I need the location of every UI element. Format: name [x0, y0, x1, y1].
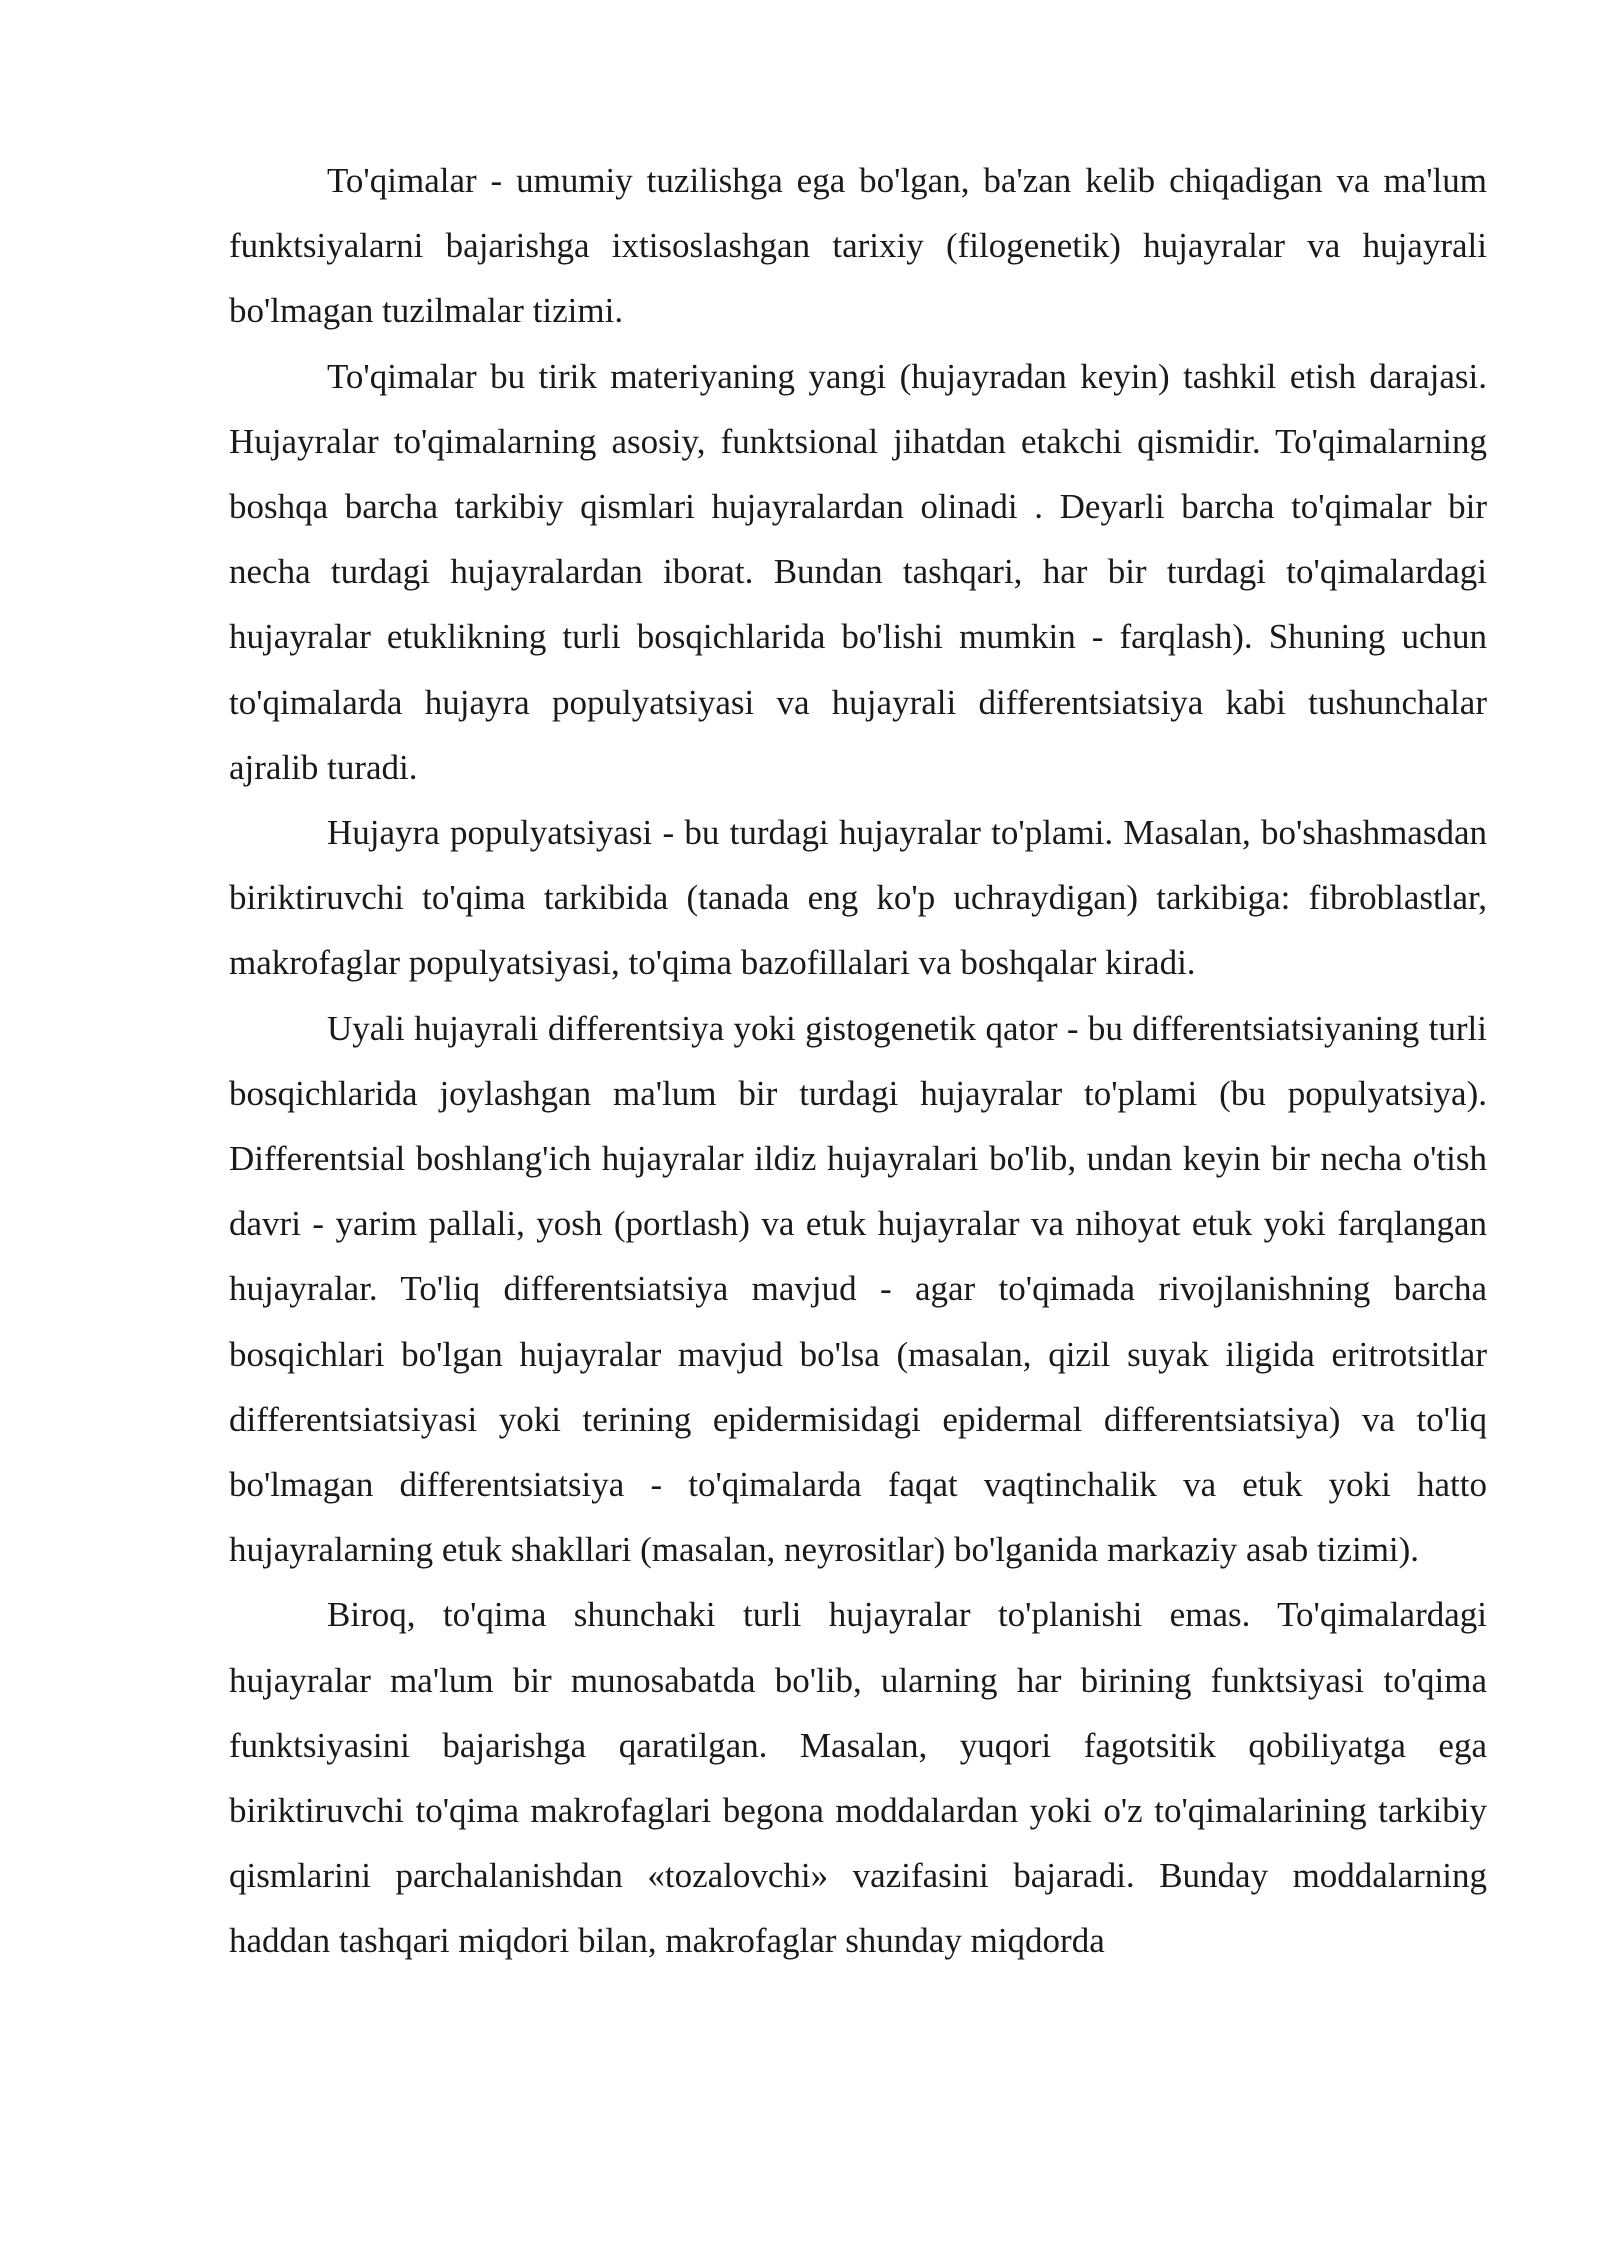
paragraph-cell-population: Hujayra populyatsiyasi - bu turdagi hujayralar to'plami. Masalan, bo'shashmasdan biriktiruvchi to'qima tarkibida (tanada eng ko'p uchraydigan) tarkibiga: fibroblastlar, makrofaglar populyatsiyasi, to'qima bazofillalari va boshqalar kiradi.: [229, 813, 1487, 983]
paragraph-tissue-definition: To'qimalar - umumiy tuzilishga ega bo'lgan, ba'zan kelib chiqadigan va ma'lum funktsiyalarni bajarishga ixtisoslashgan tarixiy (filogenetik) hujayralar va hujayrali bo'lmagan tuzilmalar tizimi.: [229, 161, 1487, 331]
paragraph-histogenetic-series: Uyali hujayrali differentsiya yoki gistogenetik qator - bu differentsiatsiyaning turli bosqichlarida joylashgan ma'lum bir turdagi hujayralar to'plami (bu populyatsiya). Differentsial boshlang'ich hujayralar ildiz hujayralari bo'lib, undan keyin bir necha o'tish davri - yarim pallali, yosh (portlash) va etuk hujayralar va nihoyat etuk yoki farqlangan hujayralar. To'liq differentsiatsiya mavjud - agar to'qimada rivojlanishning barcha bosqichlari bo'lgan hujayralar mavjud bo'lsa (masalan, qizil suyak iligida eritrotsitlar differentsiatsiyasi yoki terining epidermisidagi epidermal differentsiatsiya) va to'liq bo'lmagan differentsiatsiya - to'qimalarda faqat vaqtinchalik va etuk yoki hatto hujayralarning etuk shakllari (masalan, neyrositlar) bo'lganida markaziy asab tizimi).: [229, 1008, 1487, 1570]
document-page: [229, 148, 1487, 1974]
paragraph-cell-interaction: Biroq, to'qima shunchaki turli hujayralar to'planishi emas. To'qimalardagi hujayralar ma'lum bir munosabatda bo'lib, ularning har birining funktsiyasi to'qima funktsiyasini bajarishga qaratilgan. Masalan, yuqori fagotsitik qobiliyatga ega biriktiruvchi to'qima makrofaglari begona moddalardan yoki o'z to'qimalarining tarkibiy qismlarini parchalanishdan «tozalovchi» vazifasini bajaradi. Bunday moddalarning haddan tashqari miqdori bilan, makrofaglar shunday miqdorda: [229, 1595, 1487, 1961]
paragraph-tissue-organization: To'qimalar bu tirik materiyaning yangi (hujayradan keyin) tashkil etish darajasi. Hujayralar to'qimalarning asosiy, funktsional jihatdan etakchi qismidir. To'qimalarning boshqa barcha tarkibiy qismlari hujayralardan olinadi . Deyarli barcha to'qimalar bir necha turdagi hujayralardan iborat. Bundan tashqari, har bir turdagi to'qimalardagi hujayralar etuklikning turli bosqichlarida bo'lishi mumkin - farqlash). Shuning uchun to'qimalarda hujayra populyatsiyasi va hujayrali differentsiatsiya kabi tushunchalar ajralib turadi.: [229, 356, 1487, 787]
